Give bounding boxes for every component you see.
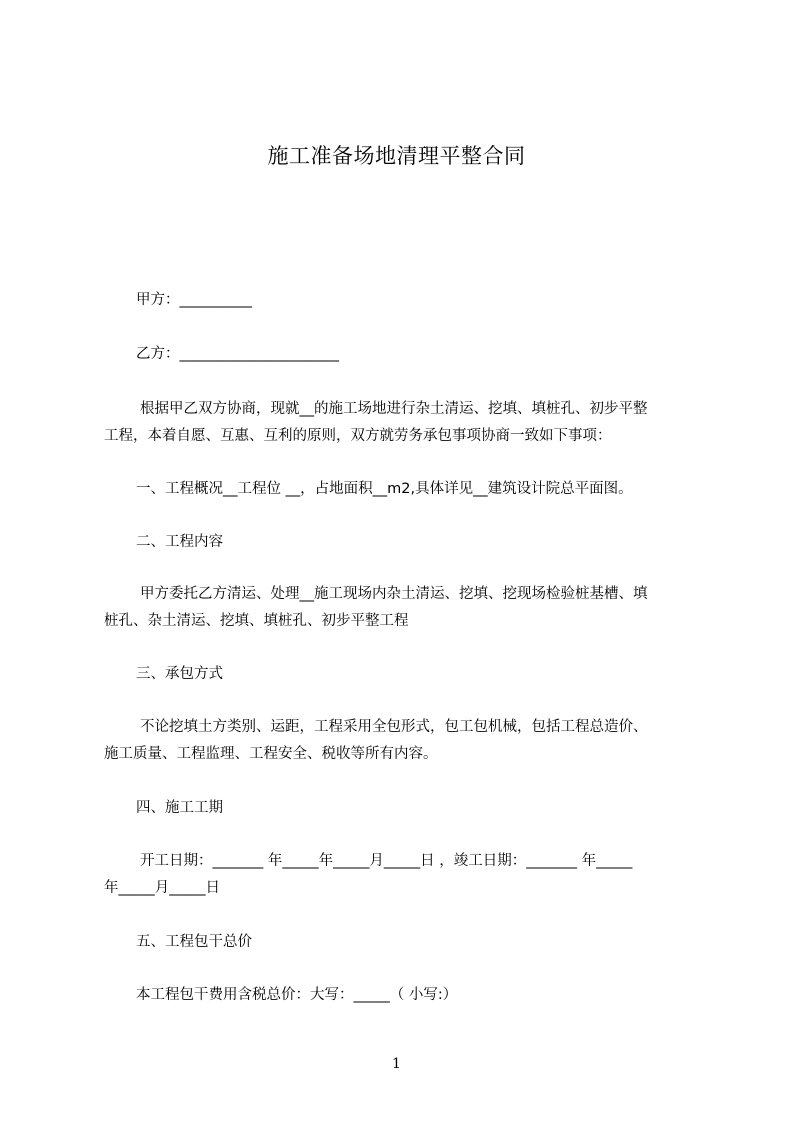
section-2-heading: 二、工程内容 [136, 534, 223, 550]
section-4-heading: 四、施工工期 [136, 800, 223, 816]
section-5-heading: 五、工程包干总价 [136, 934, 252, 950]
section-4-dates-line-1: 开工日期：_______ 年_____年_____月_____日 ，竣工日期：_______ 年_____ [140, 853, 633, 869]
section-3-paragraph-line-1: 不论挖填土方类别、运距，工程采用全包形式，包工包机械，包括工程总造价、 [140, 719, 648, 735]
party-b-blank: ______________________ [179, 346, 339, 362]
section-5-price-line: 本工程包干费用含税总价：大写：_____（ 小写:） [136, 987, 458, 1003]
page-number: 1 [392, 1056, 401, 1072]
intro-paragraph-line-2: 工程，本着自愿、互惠、互利的原则，双方就劳务承包事项协商一致如下事项： [104, 428, 612, 444]
section-1-overview: 一、工程概况__工程位 __，占地面积__m2,具体详见__建筑设计院总平面图。 [136, 481, 633, 497]
intro-paragraph-line-1: 根据甲乙双方协商，现就__的施工场地进行杂土清运、挖填、填桩孔、初步平整 [140, 401, 648, 417]
document-title: 施工准备场地清理平整合同 [267, 144, 526, 168]
party-a-blank: __________ [179, 292, 252, 308]
section-2-paragraph-line-2: 桩孔、杂土清运、挖填、填桩孔、初步平整工程 [104, 613, 409, 629]
party-a-label: 甲方： [136, 292, 180, 308]
party-b-line [104, 340, 736, 368]
section-3-heading: 三、承包方式 [136, 666, 223, 682]
section-4-dates-line-2: 年_____月_____日 [104, 880, 220, 896]
section-3-paragraph-line-2: 施工质量、工程监理、工程安全、税收等所有内容。 [104, 746, 438, 762]
section-2-paragraph-line-1: 甲方委托乙方清运、处理__施工现场内杂土清运、挖填、挖现场检验桩基槽、填 [140, 586, 648, 602]
party-a-line [104, 286, 736, 314]
party-b-label: 乙方： [136, 346, 180, 362]
